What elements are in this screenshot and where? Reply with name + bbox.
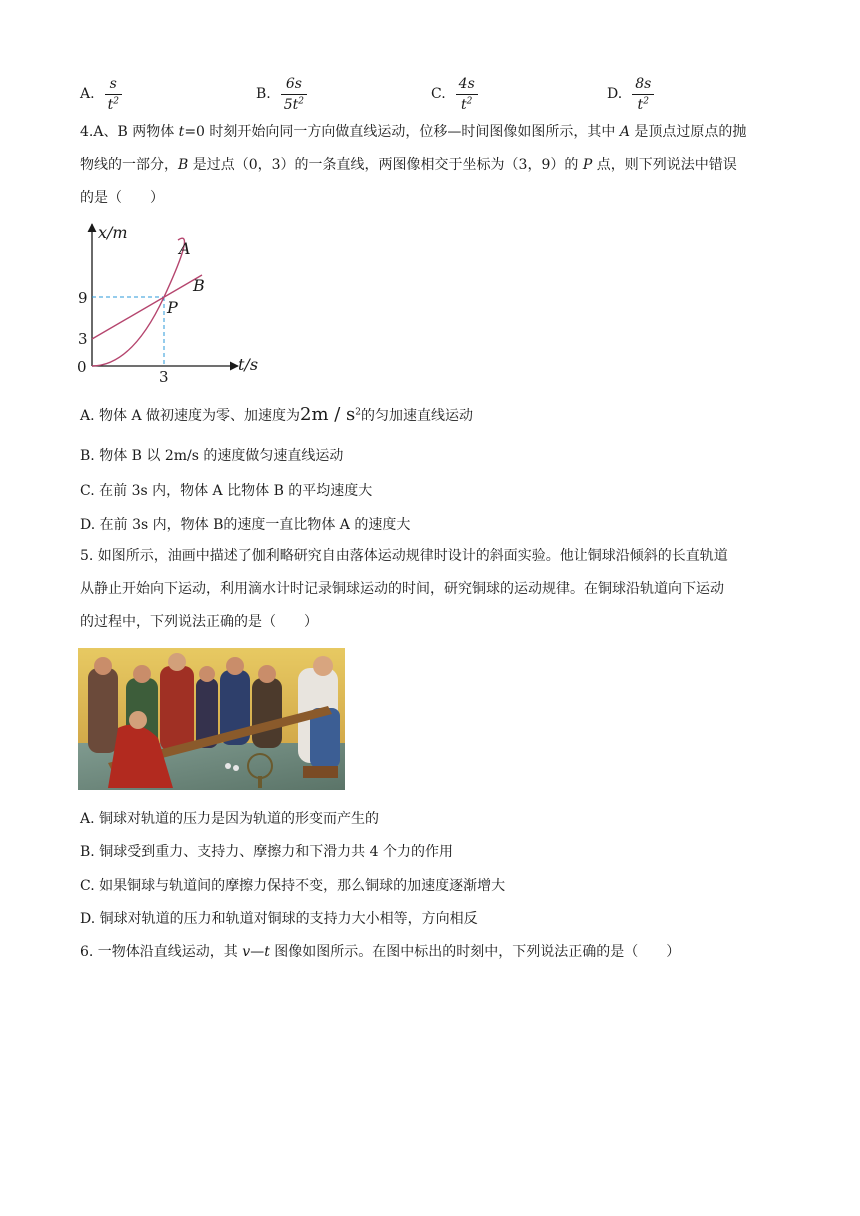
q3-option-a (80, 72, 122, 116)
denominator: $t^2$ (107, 95, 119, 113)
q5-option-b: B. 铜球受到重力、支持力、摩擦力和下滑力共 4 个力的作用 (80, 844, 453, 860)
y-tick-9: 9 (78, 289, 88, 307)
q5-option-a: A. 铜球对轨道的压力是因为轨道的形变而产生的 (80, 811, 380, 827)
q4-option-d: D. 在前 3s 内，物体 B的速度一直比物体 A 的速度大 (80, 517, 411, 533)
q5-option-d: D. 铜球对轨道的压力和轨道对铜球的支持力大小相等，方向相反 (80, 911, 478, 927)
curve-a-label: A (179, 239, 191, 258)
line-b (92, 275, 202, 339)
fraction (456, 76, 478, 113)
q3-option-c (431, 72, 478, 116)
point-p-label: P (167, 298, 178, 317)
q6-stem: 6. 一物体沿直线运动，其 v—t 图像如图所示。在图中标出的时刻中，下列说法正确的是（ ） (80, 944, 681, 960)
option-label: C. (431, 86, 446, 102)
q4-xt-graph (72, 220, 272, 390)
q5-option-c: C. 如果铜球与轨道间的摩擦力保持不变，那么铜球的加速度逐渐增大 (80, 878, 506, 894)
y-axis-label: x/m (98, 223, 128, 242)
q4-line-2: 物线的一部分，B 是过点（0，3）的一条直线，两图像相交于坐标为（3，9）的 P 点，则下列说法中错误 (80, 157, 737, 173)
q4-stem (80, 116, 782, 215)
q4-option-a: A. 物体 A 做初速度为零、加速度为$2m / s^2$的匀加速直线运动 (80, 404, 474, 425)
denominator: $5t^2$ (283, 95, 305, 113)
fraction (632, 76, 654, 113)
q5-line-1: 5. 如图所示，油画中描述了伽利略研究自由落体运动规律时设计的斜面实验。他让铜球沿倾斜的长直轨道 (80, 548, 728, 564)
x-tick-3: 3 (159, 368, 169, 386)
numerator: 6s (285, 75, 302, 92)
q4-option-c: C. 在前 3s 内，物体 A 比物体 B 的平均速度大 (80, 483, 373, 499)
option-label: B. (256, 86, 271, 102)
q5-line-3: 的过程中，下列说法正确的是（ ） (80, 614, 318, 630)
q3-option-b (256, 72, 307, 116)
option-label: A. (80, 86, 95, 102)
option-label: D. (607, 86, 623, 102)
numerator: s (109, 75, 117, 92)
q4-option-b: B. 物体 B 以 2m/s 的速度做匀速直线运动 (80, 448, 344, 464)
q4-line-3: 的是（ ） (80, 190, 164, 206)
fraction (281, 76, 307, 113)
numerator: 8s (635, 75, 652, 92)
origin-label: 0 (77, 358, 87, 376)
y-tick-3: 3 (78, 330, 88, 348)
q5-line-2: 从静止开始向下运动，利用滴水计时记录铜球运动的时间，研究铜球的运动规律。在铜球沿轨道向下运动 (80, 581, 724, 597)
denominator: $t^2$ (461, 95, 473, 113)
q4-line-1: 4.A、B 两物体 t=0 时刻开始向同一方向做直线运动，位移—时间图像如图所示，其中 A 是顶点过原点的抛 (80, 124, 747, 140)
galileo-painting (78, 648, 345, 790)
q5-stem (80, 540, 782, 639)
numerator: 4s (458, 75, 475, 92)
denominator: $t^2$ (637, 95, 649, 113)
q3-option-d (607, 72, 654, 116)
fraction (105, 76, 122, 113)
line-b-label: B (193, 276, 205, 295)
x-axis-label: t/s (238, 355, 259, 374)
